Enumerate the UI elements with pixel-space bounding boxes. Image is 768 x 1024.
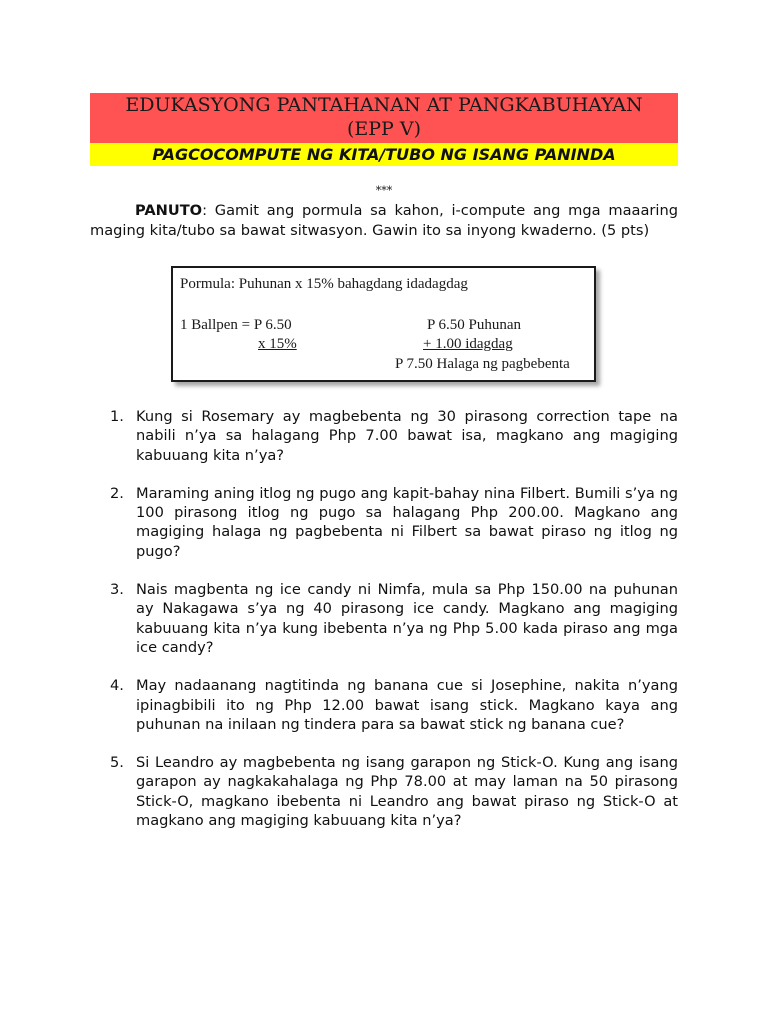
formula-add: + 1.00 idagdag (423, 336, 513, 352)
instructions (90, 201, 678, 241)
question-text: Si Leandro ay magbebenta ng isang garapon ng Stick-O. Kung ang isang garapon ay nagkakahalaga ng Php 78.00 at may laman na 50 pirasong Stick-O, magkano ibebenta ni Leandro ang bawat piraso ng Stick-O at magkano ang magiging kabuuang kita n’ya? (136, 754, 678, 830)
question-text: Kung si Rosemary ay magbebenta ng 30 pirasong correction tape na nabili n’ya sa halagang Php 7.00 bawat isa, magkano ang magiging kabuuang kita n’ya? (136, 408, 678, 464)
formula-ballpen: 1 Ballpen = P 6.50 (180, 317, 292, 333)
question-number: 1. (110, 408, 124, 425)
question-text: Nais magbenta ng ice candy ni Nimfa, mula sa Php 150.00 na puhunan ay Nakagawa s’ya ng 40 pirasong ice candy. Magkano ang magiging kabuuang kita n’ya kung ibebenta n’ya ng Php 5.00 kada piraso ang mga ice candy? (136, 581, 678, 656)
question-list (90, 407, 678, 849)
subtitle: PAGCOCOMPUTE NG KITA/TUBO NG ISANG PANINDA (152, 145, 616, 164)
formula-box (171, 266, 596, 382)
question-item (90, 580, 678, 657)
question-number: 5. (110, 754, 124, 772)
question-item (90, 753, 678, 830)
instructions-lead: PANUTO (135, 202, 203, 219)
subtitle-band (90, 143, 678, 166)
question-item (90, 676, 678, 734)
title-line-2: (EPP V) (346, 118, 422, 140)
title-band (90, 93, 678, 143)
question-text: May nadaanang nagtitinda ng banana cue si Josephine, nakita n’yang ipinagbibili ito ng Php 12.00 bawat isang stick. Magkano kaya ang puhunan na inilaan ng tindera para sa bawat stick ng banana cue? (136, 677, 678, 733)
question-item (90, 407, 678, 465)
question-text: Maraming aning itlog ng pugo ang kapit-bahay nina Filbert. Bumili s’ya ng 100 pirasong itlog ng pugo sa halagang Php 200.00. Magkano ang magiging halaga ng pagbebenta ni Filbert sa bawat piraso ng itlog ng pugo? (136, 484, 678, 560)
title-line-1: EDUKASYONG PANTAHANAN AT PANGKABUHAYAN (125, 94, 643, 116)
question-number: 2. (110, 484, 124, 502)
formula-capital: P 6.50 Puhunan (427, 317, 522, 333)
formula-title: Pormula: Puhunan x 15% bahagdang idadagdag (180, 276, 468, 292)
instructions-text: : Gamit ang pormula sa kahon, i-compute ang mga maaaring maging kita/tubo sa bawat sitwasyon. Gawin ito sa inyong kwaderno. (5 pts) (90, 202, 678, 239)
question-number: 4. (110, 677, 124, 695)
formula-price: P 7.50 Halaga ng pagbebenta (395, 356, 570, 372)
question-number: 3. (110, 581, 124, 599)
separator: *** (375, 184, 393, 197)
formula-percent: x 15% (258, 336, 297, 352)
question-item (90, 484, 678, 561)
